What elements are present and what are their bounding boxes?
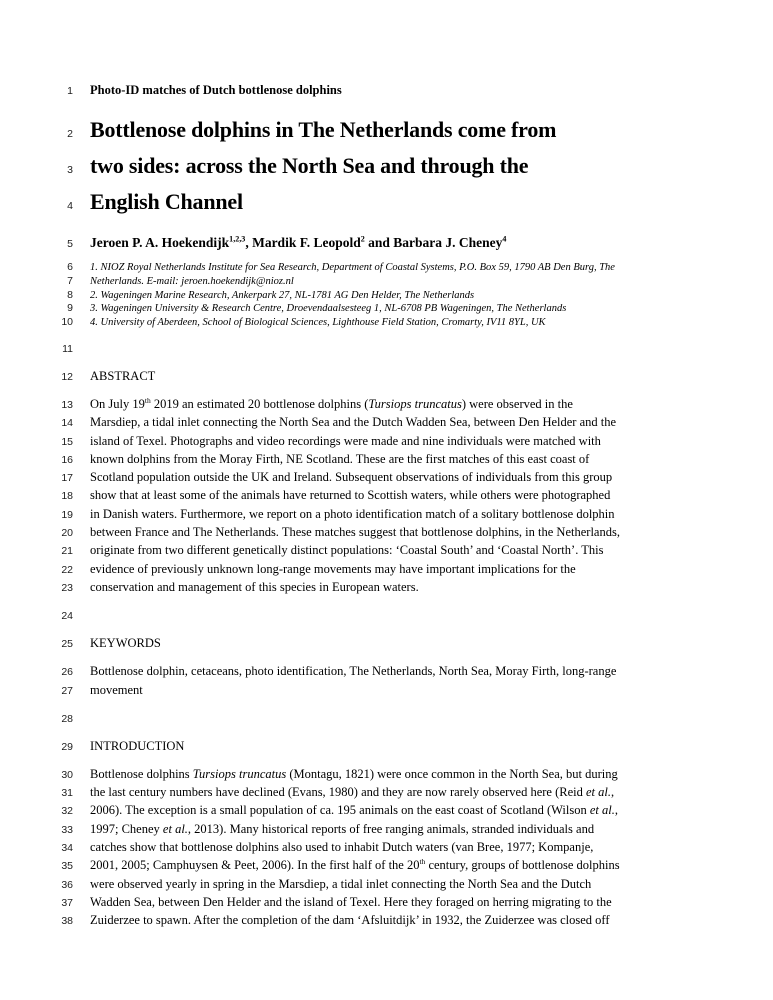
manuscript-line [0, 186, 773, 222]
manuscript-line [0, 469, 773, 487]
line-text [90, 912, 773, 929]
text-segment: between France and The Netherlands. These matches suggest that bottlenose dolphins, in the Netherlands, [90, 525, 620, 540]
line-number: 16 [61, 453, 73, 466]
manuscript-line [0, 275, 773, 289]
line-text [90, 894, 773, 911]
text-segment: Jeroen P. A. Hoekendijk [90, 235, 230, 250]
text-segment: Bottlenose dolphins in The Netherlands come from [90, 117, 557, 142]
line-text [90, 186, 773, 218]
text-segment: 2001, 2005; Camphuysen & Peet, 2006). In the first half of the 20 [90, 858, 420, 873]
manuscript-line [0, 663, 773, 681]
line-text [90, 857, 773, 874]
line-number: 37 [61, 896, 73, 909]
line-text [90, 542, 773, 559]
manuscript-line [0, 857, 773, 875]
text-segment: , 2013). Many historical reports of free ranging animals, stranded individuals and [187, 821, 595, 836]
manuscript-line [0, 524, 773, 542]
line-number: 36 [61, 878, 73, 891]
line-text [90, 524, 773, 541]
line-number: 23 [61, 581, 73, 594]
text-segment: in Danish waters. Furthermore, we report on a photo identification match of a solitary bottlenose dolphin [90, 506, 615, 521]
line-number: 29 [61, 740, 73, 753]
text-segment: ) were observed in the [461, 396, 573, 411]
text-segment: 2019 an estimated 20 bottlenose dolphins ( [150, 396, 369, 411]
manuscript-line [0, 368, 773, 386]
manuscript-line [0, 711, 773, 728]
manuscript-line [0, 682, 773, 700]
manuscript-line [0, 839, 773, 857]
manuscript-line [0, 506, 773, 524]
line-number: 1 [67, 85, 73, 97]
manuscript-line [0, 451, 773, 469]
line-number: 6 [67, 261, 73, 273]
text-segment: 1,2,3 [229, 234, 246, 244]
text-segment: Tursiops truncatus [368, 396, 462, 411]
manuscript-line [0, 561, 773, 579]
line-number: 35 [61, 860, 73, 873]
line-text [90, 414, 773, 431]
text-segment: Bottlenose dolphins [90, 766, 193, 781]
line-text [90, 234, 773, 252]
text-segment: were observed yearly in spring in the Marsdiep, a tidal inlet connecting the North Sea and the Dutch [90, 876, 592, 891]
text-segment: originate from two different genetically distinct populations: ‘Coastal South’ and ‘Coastal North’. This [90, 543, 604, 558]
text-segment: On July 19 [90, 396, 145, 411]
manuscript-line [0, 579, 773, 597]
text-segment: English Channel [90, 189, 243, 214]
line-number: 9 [67, 302, 73, 315]
text-segment: 1997; Cheney [90, 821, 163, 836]
manuscript-line [0, 234, 773, 253]
text-segment: 4. University of Aberdeen, School of Biological Sciences, Lighthouse Field Station, Cromarty, IV11 8YL, UK [90, 317, 546, 329]
text-segment: catches show that bottlenose dolphins also used to inhabit Dutch waters (van Bree, 1977; Kompanje, [90, 840, 594, 855]
text-segment: and Barbara J. Cheney [364, 235, 503, 250]
line-text [90, 368, 773, 385]
line-number: 19 [61, 508, 73, 521]
line-number: 25 [61, 638, 73, 651]
line-number: 4 [67, 200, 73, 212]
line-text [90, 316, 773, 330]
manuscript-line [0, 114, 773, 150]
line-number: 38 [61, 915, 73, 928]
text-segment: KEYWORDS [90, 636, 161, 651]
line-number: 18 [61, 490, 73, 503]
line-number: 5 [67, 238, 73, 250]
line-text [90, 487, 773, 504]
line-text [90, 114, 773, 146]
line-number: 33 [61, 823, 73, 836]
line-number: 32 [61, 805, 73, 818]
manuscript-line [0, 635, 773, 653]
line-text [90, 433, 773, 450]
manuscript-line [0, 261, 773, 275]
line-number: 11 [62, 342, 73, 355]
line-text [90, 738, 773, 755]
text-segment: INTRODUCTION [90, 738, 185, 753]
text-segment: Netherlands. E-mail: jeroen.hoekendijk@nioz.nl [90, 275, 294, 287]
manuscript-line [0, 894, 773, 912]
line-text [90, 876, 773, 893]
manuscript-line [0, 802, 773, 820]
line-text [90, 821, 773, 838]
text-segment: , [614, 803, 618, 818]
line-number: 2 [67, 128, 73, 140]
text-segment: Zuiderzee to spawn. After the completion of the dam ‘Afsluitdijk’ in 1932, the Zuiderzee was closed off [90, 913, 610, 928]
text-segment: th [144, 395, 151, 405]
line-number: 7 [67, 274, 73, 287]
manuscript-line [0, 738, 773, 756]
line-text [90, 682, 773, 699]
text-segment: 2006). The exception is a small population of ca. 195 animals on the east coast of Scotland (Wilson [90, 803, 590, 818]
text-segment: century, groups of bottlenose dolphins [425, 858, 620, 873]
line-number: 15 [61, 435, 73, 448]
manuscript-line [0, 289, 773, 303]
manuscript-line [0, 433, 773, 451]
line-text [90, 451, 773, 468]
line-text [90, 784, 773, 801]
text-segment: 4 [502, 234, 507, 244]
line-text [90, 802, 773, 819]
text-segment: known dolphins from the Moray Firth, NE Scotland. These are the first matches of this east coast of [90, 451, 590, 466]
text-segment: et al. [586, 785, 611, 800]
text-segment: movement [90, 682, 143, 697]
line-text [90, 635, 773, 652]
manuscript-line [0, 414, 773, 432]
line-number: 13 [61, 398, 73, 411]
line-number: 31 [61, 787, 73, 800]
line-text [90, 261, 773, 275]
line-number: 3 [67, 164, 73, 176]
manuscript-line [0, 766, 773, 784]
line-number: 14 [61, 417, 73, 430]
text-segment: , Mardik F. Leopold [245, 235, 361, 250]
manuscript-line [0, 876, 773, 894]
manuscript-line [0, 912, 773, 930]
text-segment: show that at least some of the animals have returned to Scottish waters, while others were photographed [90, 488, 611, 503]
line-number: 22 [61, 563, 73, 576]
text-segment: 3. Wageningen University & Research Centre, Droevendaalsesteeg 1, NL-6708 PB Wageningen, The Netherlands [90, 303, 567, 315]
line-number: 34 [61, 842, 73, 855]
line-text [90, 275, 773, 289]
text-segment: two sides: across the North Sea and through the [90, 153, 529, 178]
text-segment: 1. NIOZ Royal Netherlands Institute for Sea Research, Department of Coastal Systems, P.O. Box 59, 1790 AB Den Burg, The [90, 262, 615, 273]
manuscript-line [0, 82, 773, 100]
line-text [90, 150, 773, 182]
line-number: 12 [61, 370, 73, 383]
line-number: 24 [61, 610, 73, 623]
line-text [90, 561, 773, 578]
text-segment: et al. [589, 803, 615, 818]
manuscript-line [0, 487, 773, 505]
line-text [90, 289, 773, 303]
line-number: 20 [61, 527, 73, 540]
line-number: 28 [61, 712, 73, 725]
text-segment: island of Texel. Photographs and video recordings were made and nine individuals were matched with [90, 433, 601, 448]
line-text [90, 839, 773, 856]
manuscript-line [0, 150, 773, 186]
manuscript-line [0, 316, 773, 330]
text-segment: conservation and management of this species in European waters. [90, 579, 419, 594]
line-number: 21 [61, 545, 73, 558]
manuscript-line [0, 396, 773, 414]
line-number: 27 [61, 684, 73, 697]
line-text [90, 766, 773, 783]
line-number: 10 [61, 316, 73, 329]
text-segment: evidence of previously unknown long-range movements may have important implications for the [90, 561, 576, 576]
text-segment: the last century numbers have declined (Evans, 1980) and they are now rarely observed here (Reid [90, 785, 586, 800]
line-text [90, 302, 773, 316]
text-segment: 2 [360, 234, 365, 244]
text-segment: , [611, 785, 615, 800]
text-segment: ABSTRACT [90, 368, 156, 383]
manuscript-line [0, 821, 773, 839]
line-text [90, 469, 773, 486]
manuscript-line [0, 302, 773, 316]
manuscript-line [0, 341, 773, 358]
manuscript-line [0, 542, 773, 560]
line-number: 8 [67, 288, 73, 301]
text-segment: Wadden Sea, between Den Helder and the island of Texel. Here they foraged on herring migrating to the [90, 894, 612, 909]
manuscript-line [0, 608, 773, 625]
line-text [90, 663, 773, 680]
text-segment: (Montagu, 1821) were once common in the North Sea, but during [286, 766, 618, 781]
line-text [90, 396, 773, 413]
line-number: 26 [61, 666, 73, 679]
line-text [90, 579, 773, 596]
line-text [90, 82, 773, 99]
text-segment: Photo-ID matches of Dutch bottlenose dolphins [90, 83, 342, 97]
manuscript-line [0, 784, 773, 802]
text-segment: Scotland population outside the UK and Ireland. Subsequent observations of individuals from this group [90, 470, 613, 485]
line-number: 30 [61, 768, 73, 781]
line-text [90, 506, 773, 523]
text-segment: Bottlenose dolphin, cetaceans, photo identification, The Netherlands, North Sea, Moray Firth, long-range [90, 664, 617, 679]
text-segment: 2. Wageningen Marine Research, Ankerpark 27, NL-1781 AG Den Helder, The Netherlands [90, 289, 475, 301]
line-number: 17 [61, 472, 73, 485]
text-segment: et al. [162, 821, 188, 836]
text-segment: th [419, 857, 426, 867]
text-segment: Marsdiep, a tidal inlet connecting the North Sea and the Dutch Wadden Sea, between Den Helder and the [90, 415, 617, 430]
text-segment: Tursiops truncatus [192, 766, 287, 781]
